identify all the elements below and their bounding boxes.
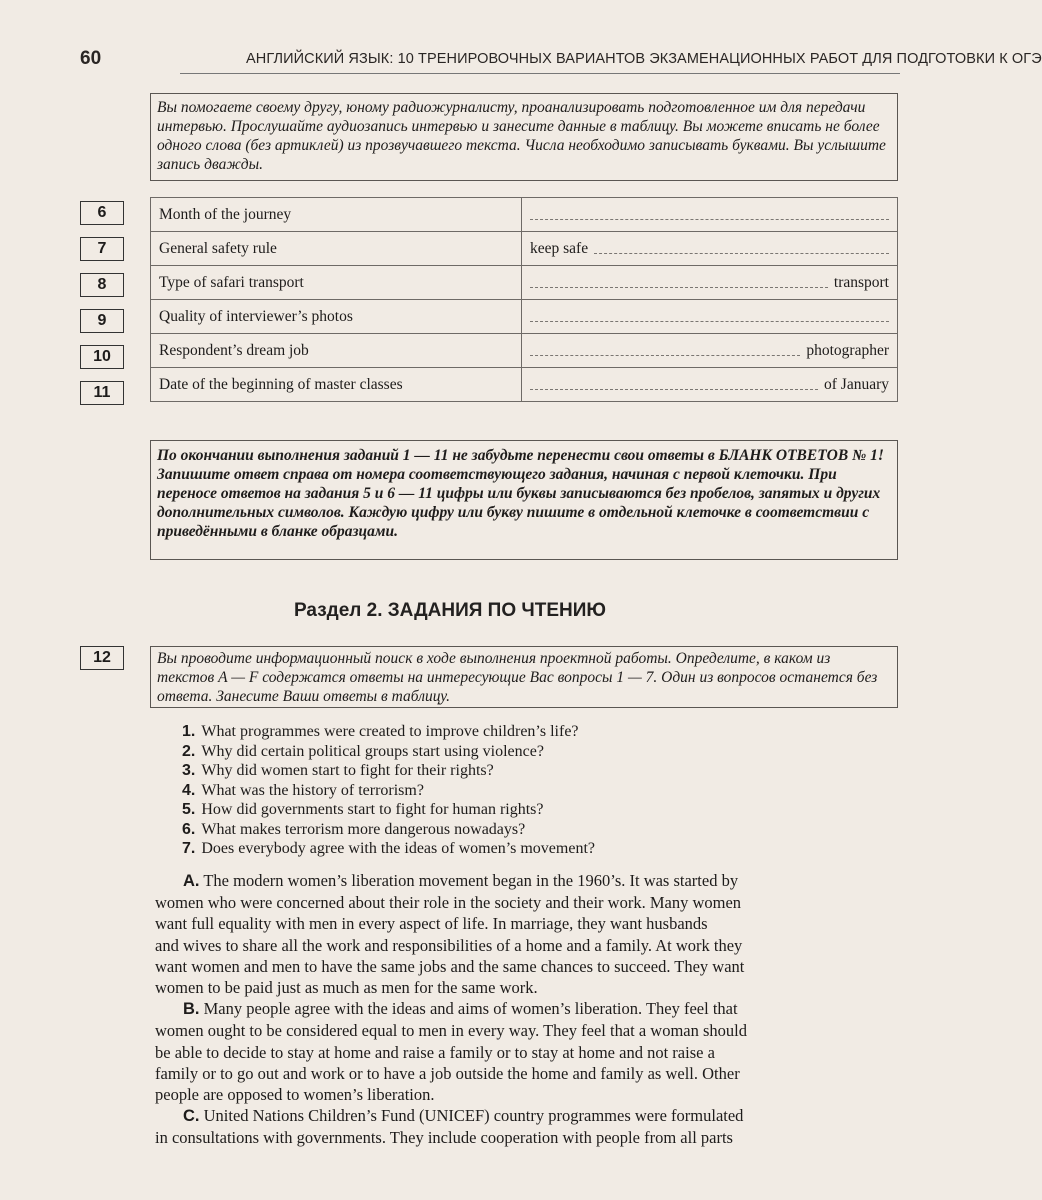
- text-line: women to be paid just as much as men for the same work.: [155, 978, 538, 998]
- text-a: [155, 870, 903, 998]
- question-cell: Date of the beginning of master classes: [151, 368, 522, 402]
- text-label: A.: [183, 872, 200, 890]
- answer-cell[interactable]: [522, 232, 898, 266]
- question-text: How did governments start to fight for human rights?: [201, 801, 544, 818]
- answer-cell[interactable]: [522, 300, 898, 334]
- text-line: be able to decide to stay at home and raise a family or to stay at home and not raise a: [155, 1042, 715, 1062]
- answer-cell[interactable]: [522, 198, 898, 232]
- text-label: C.: [183, 1107, 200, 1126]
- text-line: women ought to be considered equal to men in every way. They feel that a woman should: [155, 1021, 748, 1041]
- reading-instruction-text: Вы проводите информационный поиск в ходе выполнения проектной работы. Определите, в каком из текстов A — F содержатся ответы на интересующие Вас вопросы 1 — 7. Один из вопросов останется без ответа. Занесите Ваши ответы в таблицу.: [157, 650, 878, 705]
- row-number-box: 11: [80, 381, 124, 405]
- question-cell: Quality of interviewer’s photos: [151, 300, 522, 334]
- transfer-note-box: [150, 440, 898, 560]
- answer-suffix: photographer: [806, 341, 889, 359]
- question-text: What makes terrorism more dangerous nowadays?: [201, 820, 526, 838]
- question-cell: General safety rule: [151, 232, 522, 266]
- answer-suffix: transport: [833, 273, 889, 291]
- table-row: [151, 334, 898, 368]
- question-list: [182, 722, 595, 859]
- answer-suffix: of January: [824, 375, 889, 393]
- question-number: 3.: [182, 762, 196, 779]
- listening-instruction-box: [150, 93, 898, 181]
- table-row: [151, 198, 898, 232]
- answer-cell[interactable]: [522, 368, 898, 402]
- question-text: Does everybody agree with the ideas of women’s movement?: [201, 840, 595, 857]
- running-head: АНГЛИЙСКИЙ ЯЗЫК: 10 ТРЕНИРОВОЧНЫХ ВАРИАНТОВ ЭКЗАМЕНАЦИОННЫХ РАБОТ ДЛЯ ПОДГОТОВКИ К ОГЭ: [246, 51, 1042, 67]
- list-item: [182, 781, 595, 801]
- question-number: 2.: [182, 742, 196, 760]
- text-c: [155, 1105, 903, 1148]
- question-cell: Respondent’s dream job: [151, 334, 522, 368]
- row-number-box: 6: [80, 201, 124, 225]
- answer-blank[interactable]: [594, 253, 889, 254]
- section-title: Раздел 2. ЗАДАНИЯ ПО ЧТЕНИЮ: [294, 600, 606, 621]
- question-number: 7.: [182, 840, 196, 857]
- list-item: [182, 722, 595, 742]
- question-cell: Type of safari transport: [151, 266, 522, 300]
- text-b: [155, 998, 903, 1105]
- answer-cell[interactable]: [522, 266, 898, 300]
- answer-blank[interactable]: [530, 287, 828, 288]
- text-label: B.: [183, 1000, 200, 1019]
- question-cell: Month of the journey: [151, 198, 522, 232]
- listening-instruction-text: Вы помогаете своему другу, юному радиожурналисту, проанализировать подготовленное им для передачи интервью. Прослушайте аудиозапись интервью и занесите данные в таблицу. Вы можете вписать не более одного слова (без артиклей) из прозвучавшего текста. Числа необходимо записывать буквами. Вы услышите запись дважды.: [157, 99, 886, 173]
- question-number: 5.: [182, 801, 196, 818]
- text-line: women who were concerned about their role in the society and their work. Many women: [155, 893, 742, 913]
- answer-blank[interactable]: [530, 219, 889, 220]
- transfer-note-text: По окончании выполнения заданий 1 — 11 не забудьте перенести свои ответы в БЛАНК ОТВЕТОВ № 1! Запишите ответ справа от номера соответствующего задания, начиная с первой клеточки. При переносе ответов на задания 5 и 6 — 11 цифры или буквы записываются без пробелов, запятых и других дополнительных символов. Каждую цифру или букву пишите в отдельной клеточке в соответствии с приведёнными в бланке образцами.: [157, 447, 884, 540]
- answer-blank[interactable]: [530, 389, 818, 390]
- table-row: [151, 368, 898, 402]
- question-number: 6.: [182, 820, 196, 838]
- row-number-box: 7: [80, 237, 124, 261]
- answer-blank[interactable]: [530, 355, 800, 356]
- text-line: A. The modern women’s liberation movement began in the 1960’s. It was started by: [183, 871, 739, 890]
- answer-blank[interactable]: [530, 321, 889, 322]
- text-line: want full equality with men in every aspect of life. In marriage, they want husbands: [155, 914, 708, 934]
- question-text: Why did women start to fight for their rights?: [201, 762, 494, 779]
- table-row: [151, 266, 898, 300]
- text-line: and wives to share all the work and responsibilities of a home and a family. At work they: [155, 935, 743, 955]
- reading-instruction-box: [150, 646, 898, 708]
- list-item: [182, 820, 595, 840]
- table-row: [151, 300, 898, 334]
- text-line: in consultations with governments. They include cooperation with people from all parts: [155, 1128, 733, 1148]
- table-row: [151, 232, 898, 266]
- answer-table: [150, 197, 898, 402]
- list-item: [182, 742, 595, 762]
- page-number: 60: [80, 48, 102, 69]
- reading-texts: [155, 870, 903, 1149]
- text-line: C. United Nations Children’s Fund (UNICEF) country programmes were formulated: [183, 1106, 744, 1126]
- question-number: 1.: [182, 723, 196, 740]
- text-line: B. Many people agree with the ideas and aims of women’s liberation. They feel that: [183, 999, 738, 1019]
- text-line: family or to go out and work or to have a job outside the home and family as well. Other: [155, 1063, 740, 1083]
- list-item: [182, 761, 595, 781]
- task-number-box: 12: [80, 646, 124, 670]
- question-text: What was the history of terrorism?: [201, 781, 424, 799]
- question-text: Why did certain political groups start using violence?: [201, 742, 544, 760]
- question-text: What programmes were created to improve children’s life?: [201, 723, 579, 740]
- list-item: [182, 800, 595, 820]
- question-number: 4.: [182, 781, 196, 799]
- row-number-box: 10: [80, 345, 124, 369]
- text-line: people are opposed to women’s liberation.: [155, 1085, 435, 1105]
- header-rule: [180, 73, 900, 74]
- answer-prefix: keep safe: [530, 239, 589, 257]
- row-number-box: 8: [80, 273, 124, 297]
- list-item: [182, 839, 595, 859]
- text-line: want women and men to have the same jobs and the same chances to succeed. They want: [155, 956, 745, 976]
- answer-cell[interactable]: [522, 334, 898, 368]
- row-number-box: 9: [80, 309, 124, 333]
